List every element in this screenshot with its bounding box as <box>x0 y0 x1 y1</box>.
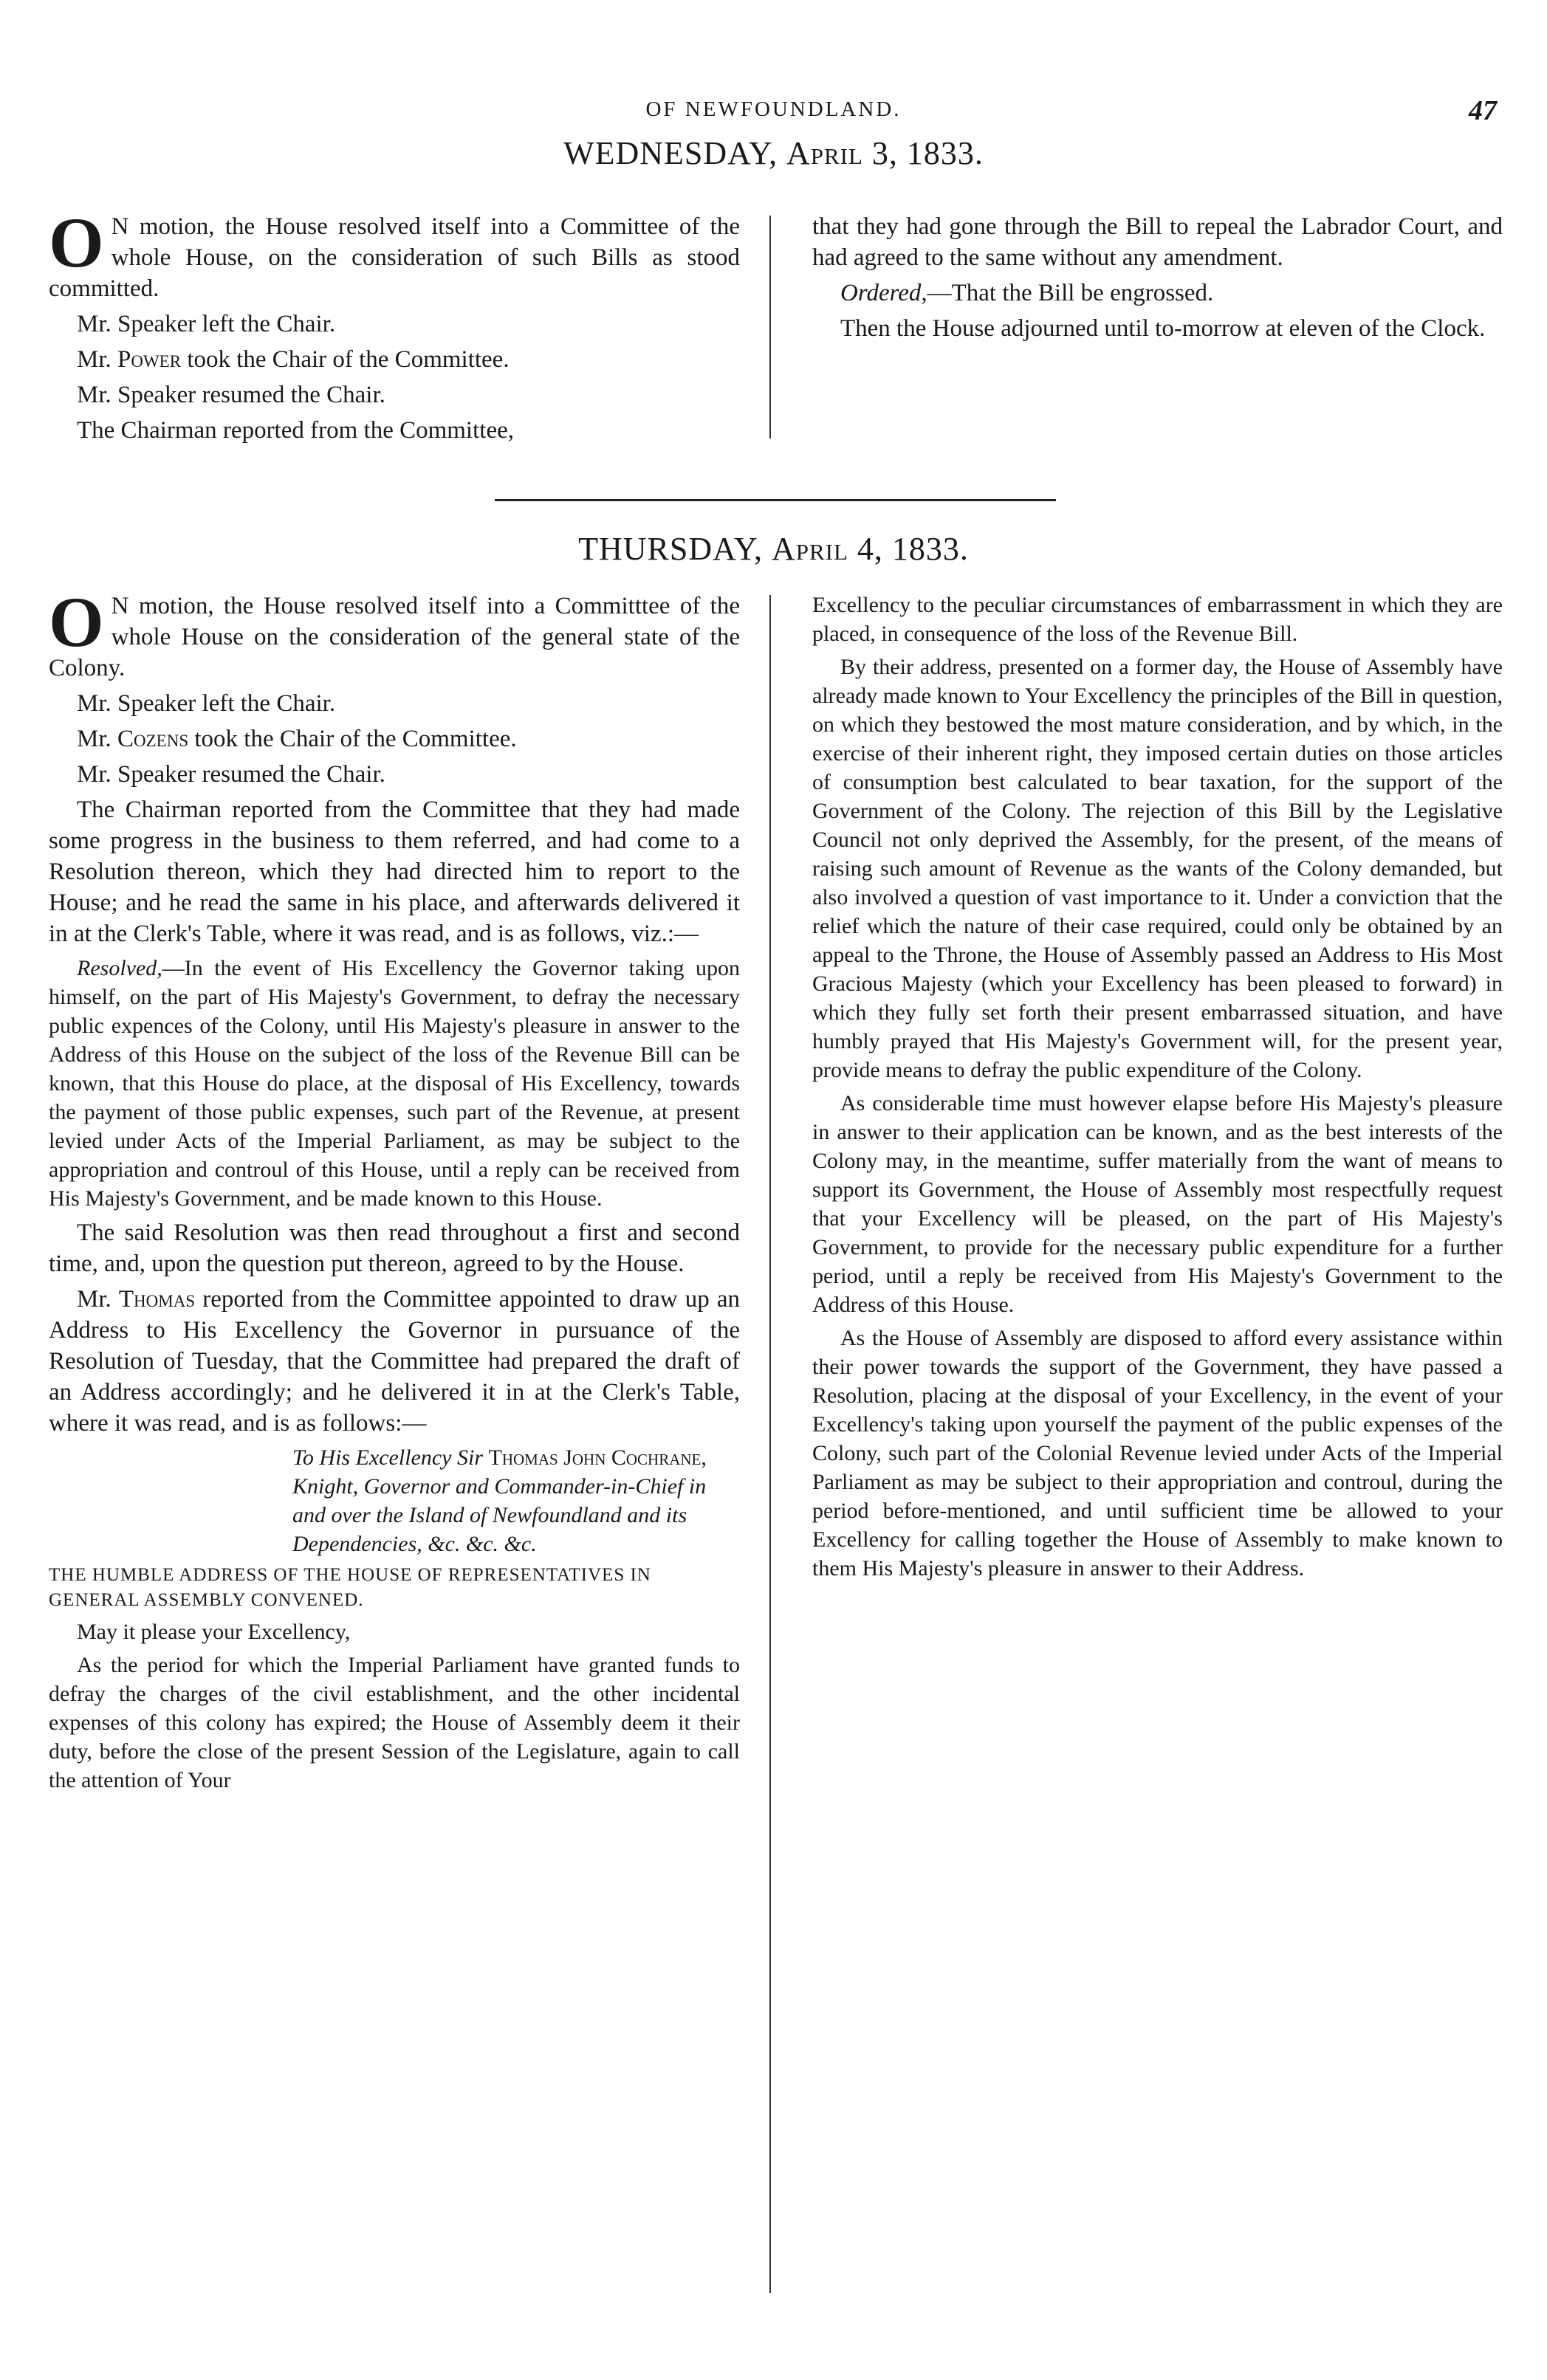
thursday-right-column <box>812 591 1503 1587</box>
text: Mr. <box>77 726 118 752</box>
speaker-resumed-chair: Mr. Speaker resumed the Chair. <box>77 382 385 408</box>
thursday-day: THURSDAY, <box>578 531 763 567</box>
document-page <box>44 0 1503 2380</box>
column-rule <box>769 595 771 2293</box>
address-report <box>49 1284 740 1439</box>
running-head <box>44 94 1503 124</box>
speaker-resumed-chair: Mr. Speaker resumed the Chair. <box>77 761 385 788</box>
page-number: 47 <box>1469 95 1497 126</box>
dropcap: O <box>49 203 104 282</box>
text: To His Excellency Sir <box>292 1445 489 1470</box>
speaker-left-chair: Mr. Speaker left the Chair. <box>77 311 336 337</box>
thursday-heading <box>44 530 1503 568</box>
speaker-left-chair: Mr. Speaker left the Chair. <box>77 690 336 717</box>
column-rule <box>769 216 771 438</box>
adjournment: Then the House adjourned until to-morrow at eleven of the Clock. <box>840 315 1486 342</box>
address-continuation: Excellency to the peculiar circumstances of embarrassment in which they are placed, in consequence of the loss of the Revenue Bill. <box>812 593 1503 646</box>
resolution-text: —In the event of His Excellency the Governor taking upon himself, on the part of His Majesty's Government, to defray the necessary public expences of the Colony, until His Majesty's pleasure in answer to the Address of this House on the subject of the loss of the Revenue Bill can be known, that this House do place, at the disposal of His Excellency, towards the payment of those public expenses, such part of the Revenue, at present levied under Acts of the Imperial Parliament, as may be subject to the appropriation and controul of this House, until a reply can be received from His Majesty's Government, and be made known to this House. <box>49 956 740 1211</box>
wednesday-date: April 3, 1833. <box>786 135 984 171</box>
member-name: Thomas <box>118 1286 196 1313</box>
resolution-agreed: The said Resolution was then read throughout a first and second time, and, upon the question put thereon, agreed to by the House. <box>49 1220 740 1277</box>
ordered-label: Ordered, <box>840 280 927 306</box>
member-name: Power <box>117 346 182 373</box>
salutation: May it please your Excellency, <box>77 1620 351 1644</box>
text: took the Chair of the Committee. <box>188 726 517 752</box>
bill-report: that they had gone through the Bill to repeal the Labrador Court, and had agreed to the same without any amendment. <box>812 213 1503 271</box>
address-paragraph-3: As considerable time must however elapse before His Majesty's pleasure in answer to their application can be known, and as the best interests of the Colony may, in the meantime, suffer materially from the want of means to support its Government, the House of Assembly most respectfully request that your Excellency will be pleased, on the part of His Majesty's Government, to provide for the necessary public expenditure for a further period, until a reply be received from His Majesty's Government to the Address of this House. <box>812 1091 1503 1317</box>
thursday-left-column <box>49 582 741 1799</box>
humble-address-heading: THE HUMBLE ADDRESS OF THE HOUSE OF REPRESENTATIVES IN GENERAL ASSEMBLY CONVENED. <box>49 1565 651 1610</box>
wednesday-day: WEDNESDAY, <box>563 135 778 171</box>
wednesday-heading <box>44 134 1503 172</box>
wednesday-opening-paragraph <box>49 203 740 304</box>
dropcap: O <box>49 582 104 661</box>
paragraph-text: N motion, the House resolved itself into a Committtee of the whole House on the consideration of the general state of the Colony. <box>49 593 740 681</box>
resolved-label: Resolved, <box>77 956 162 980</box>
member-name: Cozens <box>117 726 189 752</box>
chairman-reported: The Chairman reported from the Committee, <box>77 417 514 444</box>
chair-of-committee <box>49 723 740 754</box>
ordered-paragraph <box>812 278 1503 309</box>
wednesday-left-column <box>49 203 740 450</box>
governor-name: Thomas John Cochrane, <box>488 1445 707 1470</box>
text: —That the Bill be engrossed. <box>927 280 1214 306</box>
text: took the Chair of the Committee. <box>181 346 510 373</box>
resolution <box>49 954 740 1213</box>
address-paragraph: As the period for which the Imperial Parliament have granted funds to defray the charges of the civil establishment, and the other incidental expenses of this colony has expired; the House of Assembly deem it their duty, before the close of the present Session of the Legislature, again to call the attention of Your <box>49 1653 740 1792</box>
chairman-report: The Chairman reported from the Committee that they had made some progress in the business to them referred, and had come to a Resolution thereon, which they had directed him to report to the House; and he read the same in his place, and afterwards delivered it in at the Clerk's Table, where it was read, and is as follows, viz.:— <box>49 797 740 947</box>
address-paragraph-2: By their address, presented on a former day, the House of Assembly have already made known to Your Excellency the principles of the Bill in question, on which they bestowed the most mature consideration, and by which, in the exercise of their inherent right, they imposed certain duties on those articles of consumption best calculated to bear taxation, for the support of the Government of the Colony. The rejection of this Bill by the Legislative Council not only deprived the Assembly, for the present, of the means of raising such amount of Revenue as the wants of the Colony demanded, but also involved a question of vast importance to it. Under a conviction that the relief which the nature of their case required, could only be obtained by an appeal to the Throne, the House of Assembly passed an Address to His Most Gracious Majesty (which your Excellency has been pleased to forward) in which they fully set forth their present embarrassed situation, and have humbly prayed that His Majesty's Government will, for the present year, provide means to defray the public expenditure of the Colony. <box>812 655 1503 1082</box>
chair-of-committee <box>49 344 740 375</box>
text: Knight, Governor and Commander-in-Chief in and over the Island of Newfoundland and its Dependencies, &c. &c. &c. <box>292 1474 707 1556</box>
paragraph-text: N motion, the House resolved itself into a Committee of the whole House, on the consideration of such Bills as stood committed. <box>49 213 740 302</box>
wednesday-right-column <box>812 211 1503 348</box>
text: Mr. <box>77 1286 119 1313</box>
section-divider <box>495 499 1056 501</box>
running-title: OF NEWFOUNDLAND. <box>645 97 902 121</box>
text: Mr. <box>77 346 118 373</box>
thursday-date: April 4, 1833. <box>771 531 969 567</box>
thursday-opening-paragraph <box>49 582 740 684</box>
text: reported from the Committee appointed to draw up an Address to His Excellency the Governor in pursuance of the Resolution of Tuesday, that the Committee had prepared the draft of an Address accordingly; and he delivered it in at the Clerk's Table, where it was read, and is as follows:— <box>49 1286 741 1437</box>
address-paragraph-4: As the House of Assembly are disposed to afford every assistance within their power towards the support of the Government, they have passed a Resolution, placing at the disposal of your Excellency, in the event of your Excellency's taking upon yourself the payment of the public expenses of the Colony, such part of the Colonial Revenue levied under Acts of the Imperial Parliament as may be subject to their appropriation and controul, during the period before-mentioned, and until sufficient time be allowed to your Excellency for calling together the House of Assembly to make known to them His Majesty's pleasure in answer to their Address. <box>812 1326 1503 1581</box>
addressee-block <box>292 1443 740 1558</box>
